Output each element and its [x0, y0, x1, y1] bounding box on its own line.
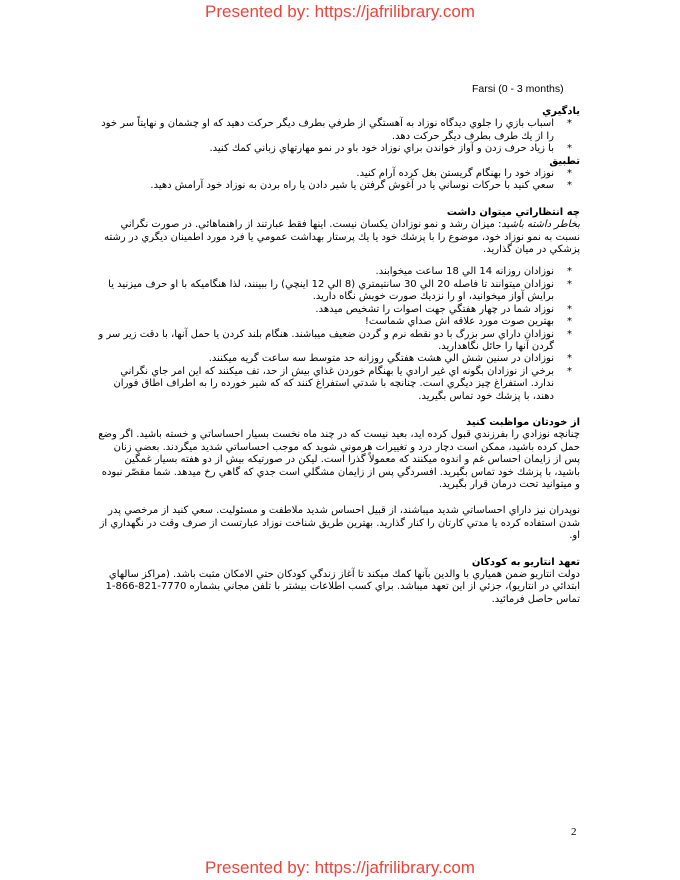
list-item-text: نوزاد خود را بهنگام گريستن بغل كرده آرام كنيد.	[356, 168, 554, 180]
bullet-icon: *	[567, 353, 572, 365]
bullet-icon: *	[567, 266, 572, 278]
language-label: Farsi (0 - 3 months)	[472, 83, 564, 95]
list-item	[96, 168, 580, 180]
list-item	[96, 366, 580, 403]
list-item-text: سعي كنيد با حركات نوساني يا در آغوش گرفتن يا شير دادن يا راه بردن به نوزاد خود آرامش دهيد.	[150, 180, 554, 192]
heading-commitment: تعهد انتاريو به كودكان	[471, 556, 580, 568]
list-item-text: با زياد حرف زدن و آواز خواندن براي نوزاد خود باو در نمو مهارتهاي زباني كمك كنيد.	[209, 143, 554, 155]
bullet-icon: *	[567, 180, 572, 192]
expect-list	[96, 266, 580, 402]
list-item	[96, 353, 580, 365]
document-body	[96, 106, 580, 606]
list-item	[96, 180, 580, 192]
self-care-paragraph-1: چنانچه نوزادي را بفرزندي قبول كرده ايد، بعيد نيست كه در چند ماه نخست بسيار احساساتي و خسته باشيد. اگر وضع حمل كرده باشيد، ممكن است دچار درد و تغييرات هرموني شويد كه موجب احساساتي شديد ميگردند. بعضي زنان پس از زايمان احساس غم و اندوه ميكنند كه معمولاً گذرا است. ليكن در صورتيكه بيش از دو هفته بسيار غمگين باشيد، با پزشك خود تماس بگيريد. افسردگي پس از زايمان مشگلي است جدي كه گاهي رخ ميدهد. شما مقصّر نبوده و ميتوانيد تحت درمان قرار بگيريد.	[98, 429, 580, 490]
bullet-icon: *	[567, 316, 572, 328]
commitment-paragraph	[96, 569, 580, 606]
list-item	[96, 329, 580, 354]
list-item	[96, 316, 580, 328]
list-item-text: نوزادان ميتوانند تا فاصله 20 الي 30 سانتيمتري (8 الي 12 اينچي) را ببينند، لذا هنگاميكه با او حرف ميزنيد يا برايش آواز ميخوانيد، او را نزديك صورت خويش نگاه داريد.	[108, 278, 554, 303]
page-number: 2	[571, 826, 577, 838]
bullet-icon: *	[567, 118, 572, 130]
bullet-icon: *	[567, 168, 572, 180]
heading-self-care: از خودتان مواظبت كنيد	[465, 416, 580, 428]
list-item-text: اسباب بازي را جلوي ديدگاه نوزاد به آهستگي از طرفي بطرف ديگر حركت دهيد كه او چشمان و نهايتاً سر خود را از يك طرف بطرف ديگر حركت دهد.	[101, 118, 554, 142]
list-item-text: نوزادان در سنين شش الي هشت هفتگي روزانه حد متوسط سه ساعت گريه ميكنند.	[208, 353, 554, 365]
watermark-top: Presented by: https://jafrilibrary.com	[205, 2, 475, 21]
commitment-closing: تماس حاصل فرمائيد.	[491, 593, 580, 605]
bullet-icon: *	[567, 143, 572, 155]
list-item-text: نوزادان روزانه 14 الي 18 ساعت ميخوابند.	[375, 266, 554, 278]
list-item	[96, 118, 580, 143]
heading-learning: يادگيري	[542, 106, 580, 117]
bullet-icon: *	[567, 365, 572, 377]
bullet-icon: *	[567, 278, 572, 290]
self-care-paragraph-2: نوپدران نيز داراي احساساتي شديد ميباشند، از قبيل احساس شديد ملاطفت و مسئوليت. سعي كنيد از مرخصي پدر شدن استفاده كرده يا مدتي كارتان را كنار گذاريد. بهترين طريق شناخت نوزاد عبارتست از صرف وقت در نگهداري از او.	[99, 505, 580, 542]
heading-practice: تطبيق	[549, 155, 580, 167]
note-label: بخاطر داشته باشيد	[501, 219, 580, 231]
list-item-text: نوزاد شما در چهار هفتگي جهت اصوات را تشخيص ميدهد.	[315, 303, 554, 315]
bullet-icon: *	[567, 328, 572, 340]
list-item	[96, 266, 580, 278]
list-item	[96, 304, 580, 316]
list-item-text: بهترين صوت مورد علاقه اش صداي شماست!	[364, 316, 554, 328]
watermark-bottom: Presented by: https://jafrilibrary.com	[205, 858, 475, 877]
expect-intro-text: : ميزان رشد و نمو نوزادان يكسان نيست. اينها فقط عبارتند از راهنماهائي. در صورت نگراني نسبت به نمو نوزاد خود، موضوع را با پزشك خود يا يك پرستار بهداشت عمومي يا فرد مورد اطمينان ديگري در رشته پزشكي در ميان گذاريد.	[104, 219, 580, 256]
learning-list	[96, 118, 580, 155]
list-item	[96, 143, 580, 155]
bullet-icon: *	[567, 303, 572, 315]
heading-expect: چه انتظاراتي ميتوان داشت	[446, 206, 580, 218]
commitment-text: دولت انتاريو ضمن همياري با والدين بآنها كمك ميكند تا آغاز زندگي كودكان حتي الامكان مثبت باشد. (مراكز سالهاي ابتدائي در انتاريو)، جزئي از اين تعهد ميباشد. براي كسب اطلاعات بيشتر با تلفن مجاني بشماره	[108, 569, 580, 593]
list-item-text: برخي از نوزادان بگونه اي غير ارادي يا بهنگام خوردن غذاي بيش از حد، تف ميكنند كه اين امر جاي نگراني ندارد. استفراغ چيز ديگري است. چنانچه با شدتي استفراغ كنند كه كه شير خورده را به اطراف اطاق فوران دهند، با پزشك خود تماس بگيريد.	[113, 365, 554, 402]
list-item	[96, 279, 580, 304]
list-item-text: نوزادان داراي سر بزرگ با دو نقطه نرم و گردن ضعيف ميباشند. هنگام بلند كردن يا حمل آنها، با دقت زير سر و گردن آنها را حائل نگاهداريد.	[98, 328, 554, 352]
practice-list	[96, 168, 580, 193]
phone-number: 1-866-821-7770	[105, 581, 187, 593]
expect-intro	[96, 219, 580, 256]
